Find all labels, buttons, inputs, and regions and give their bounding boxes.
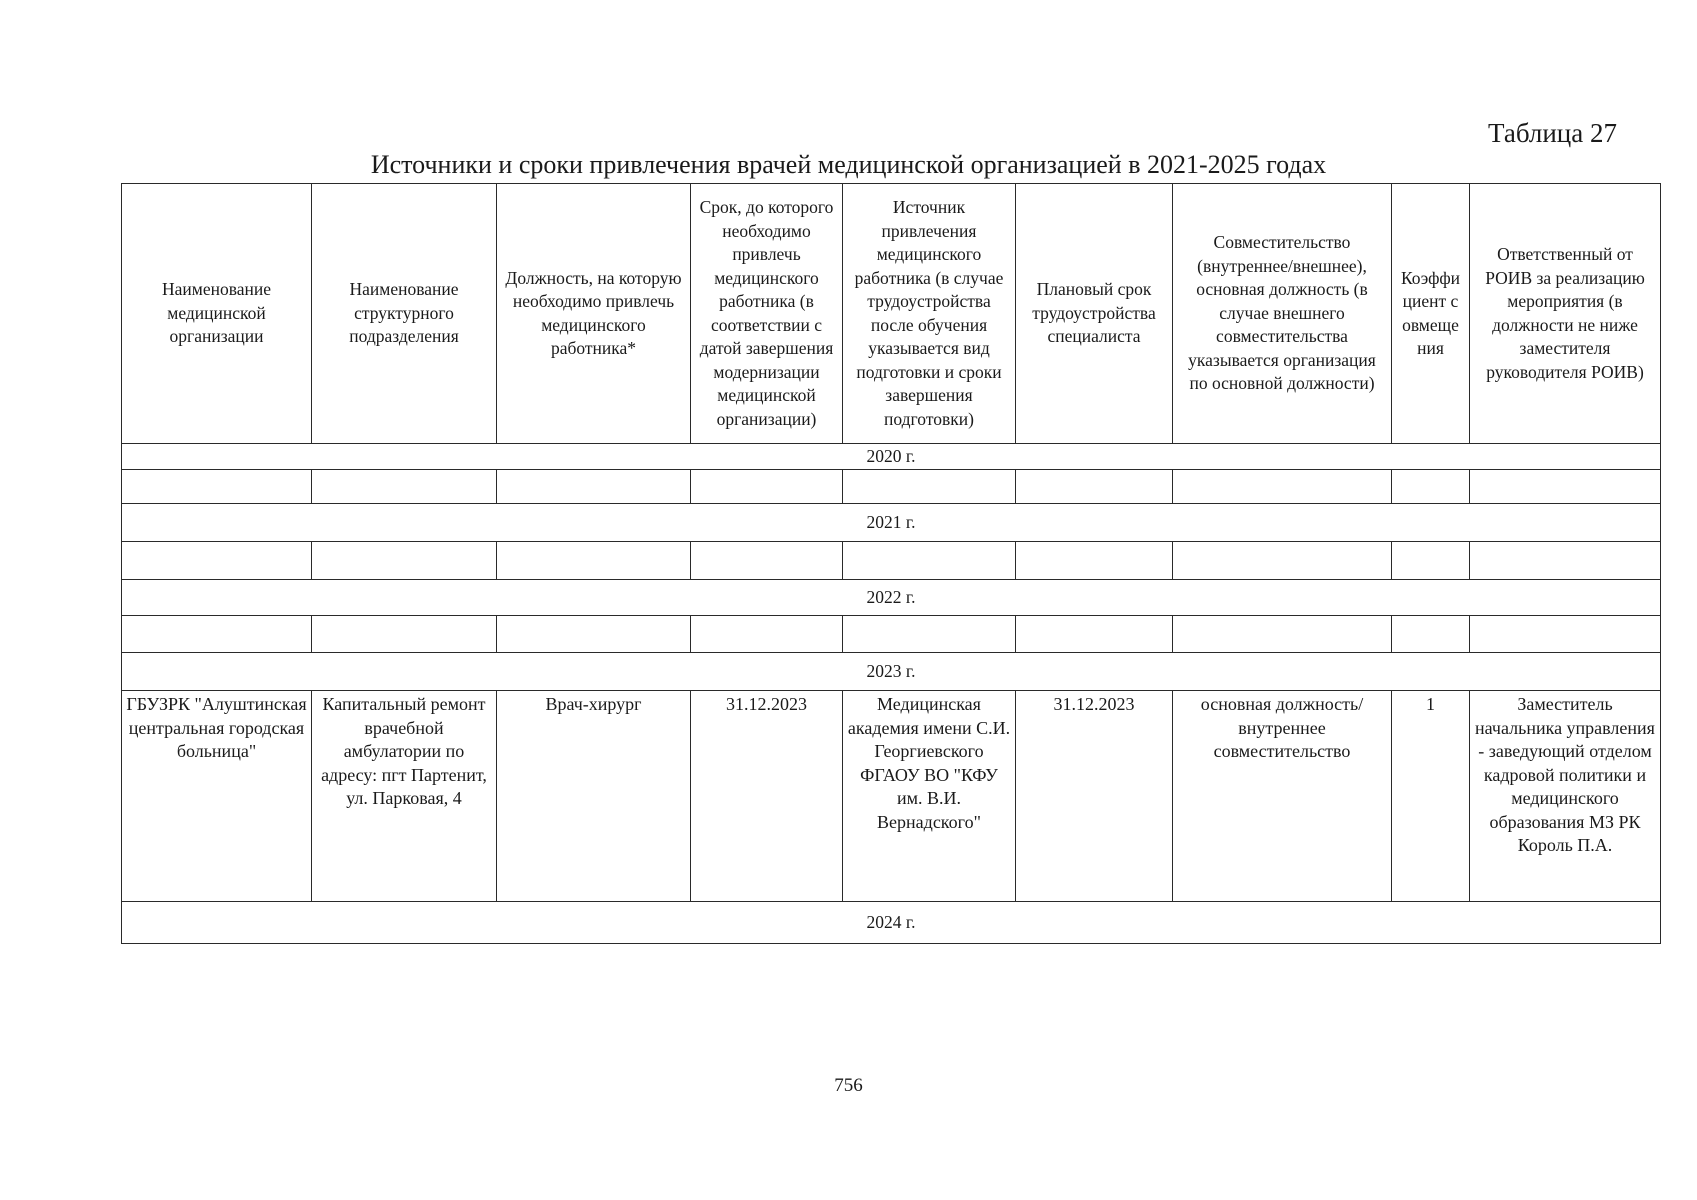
year-row-2021 <box>122 504 1661 542</box>
cell-position: Врач-хирург <box>497 691 691 902</box>
empty-cell <box>1173 542 1392 580</box>
empty-cell <box>1173 470 1392 504</box>
table-row <box>122 470 1661 504</box>
table-row <box>122 691 1661 902</box>
cell-combination: основная должность/ внутреннее совместительство <box>1173 691 1392 902</box>
header-responsible: Ответственный от РОИВ за реализацию мероприятия (в должности не ниже заместителя руководителя РОИВ) <box>1470 184 1661 444</box>
cell-planned-date: 31.12.2023 <box>1016 691 1173 902</box>
header-row <box>122 184 1661 444</box>
page-number: 756 <box>834 1075 863 1096</box>
document-title: Источники и сроки привлечения врачей медицинской организацией в 2021-2025 годах <box>370 150 1327 179</box>
header-position: Должность, на которую необходимо привлечь медицинского работника* <box>497 184 691 444</box>
empty-cell <box>497 470 691 504</box>
empty-cell <box>1392 470 1470 504</box>
empty-cell <box>1016 616 1173 653</box>
empty-cell <box>1392 542 1470 580</box>
empty-cell <box>691 470 843 504</box>
empty-cell <box>122 542 312 580</box>
empty-cell <box>1173 616 1392 653</box>
header-combination: Совместительство (внутреннее/внешнее), основная должность (в случае внешнего совместительства указывается организация по основной должности) <box>1173 184 1392 444</box>
year-label-2022: 2022 г. <box>122 580 1661 616</box>
year-row-2024 <box>122 902 1661 944</box>
header-deadline: Срок, до которого необходимо привлечь медицинского работника (в соответствии с датой завершения модернизации медицинской организации) <box>691 184 843 444</box>
empty-cell <box>691 542 843 580</box>
empty-cell <box>312 542 497 580</box>
table-number: Таблица 27 <box>1488 118 1617 148</box>
year-label-2020: 2020 г. <box>122 444 1661 470</box>
empty-cell <box>691 616 843 653</box>
header-planned-date: Плановый срок трудоустройства специалиста <box>1016 184 1173 444</box>
empty-cell <box>1470 616 1661 653</box>
empty-cell <box>1392 616 1470 653</box>
empty-cell <box>497 542 691 580</box>
cell-coefficient: 1 <box>1392 691 1470 902</box>
empty-cell <box>843 542 1016 580</box>
table-row <box>122 542 1661 580</box>
header-subdivision: Наименование структурного подразделения <box>312 184 497 444</box>
empty-cell <box>843 470 1016 504</box>
empty-cell <box>1016 542 1173 580</box>
empty-cell <box>122 616 312 653</box>
year-row-2023 <box>122 653 1661 691</box>
empty-cell <box>497 616 691 653</box>
empty-cell <box>312 470 497 504</box>
empty-cell <box>1470 542 1661 580</box>
empty-cell <box>1470 470 1661 504</box>
empty-cell <box>312 616 497 653</box>
header-organization: Наименование медицинской организации <box>122 184 312 444</box>
table-row <box>122 616 1661 653</box>
cell-source: Медицинская академия имени С.И. Георгиевского ФГАОУ ВО "КФУ им. В.И. Вернадского" <box>843 691 1016 902</box>
cell-deadline: 31.12.2023 <box>691 691 843 902</box>
year-row-2020 <box>122 444 1661 470</box>
empty-cell <box>843 616 1016 653</box>
year-label-2024: 2024 г. <box>122 902 1661 944</box>
year-label-2023: 2023 г. <box>122 653 1661 691</box>
cell-organization: ГБУЗРК "Алуштинская центральная городская больница" <box>122 691 312 902</box>
recruitment-table <box>121 183 1661 944</box>
cell-subdivision: Капитальный ремонт врачебной амбулатории по адресу: пгт Партенит, ул. Парковая, 4 <box>312 691 497 902</box>
header-coefficient: Коэффициент совмещения <box>1392 184 1470 444</box>
empty-cell <box>122 470 312 504</box>
cell-responsible: Заместитель начальника управления - заведующий отделом кадровой политики и медицинского образования МЗ РК Король П.А. <box>1470 691 1661 902</box>
empty-cell <box>1016 470 1173 504</box>
year-row-2022 <box>122 580 1661 616</box>
header-source: Источник привлечения медицинского работника (в случае трудоустройства после обучения указывается вид подготовки и сроки завершения подготовки) <box>843 184 1016 444</box>
year-label-2021: 2021 г. <box>122 504 1661 542</box>
